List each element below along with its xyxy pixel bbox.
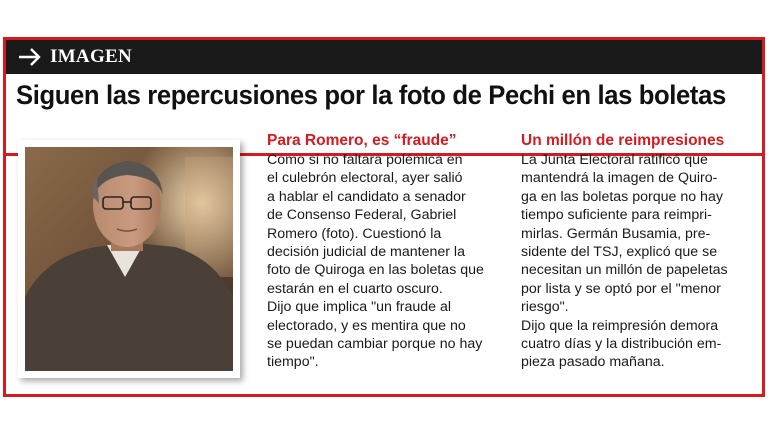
body-line: ga en las boletas porque no hay bbox=[521, 188, 723, 205]
column-reimpresiones bbox=[521, 131, 761, 372]
portrait-photo-frame bbox=[18, 140, 240, 378]
arrow-right-icon bbox=[18, 47, 42, 67]
body-line: La Junta Electoral ratificó que bbox=[521, 152, 708, 168]
body-line: necesitan un millón de papeletas bbox=[521, 262, 728, 279]
column-romero bbox=[267, 131, 507, 372]
body-line: sidente del TSJ, explicó que se bbox=[521, 244, 718, 261]
body-line: tiempo suficiente para reimpri- bbox=[521, 207, 712, 224]
body-line: Como si no faltara polémica en bbox=[267, 152, 463, 168]
body-line: de Consenso Federal, Gabriel bbox=[267, 207, 457, 224]
body-line: Dijo que implica "un fraude al bbox=[267, 299, 452, 316]
body-line: tiempo". bbox=[267, 354, 319, 371]
body-line: electorado, y es mentira que no bbox=[267, 317, 466, 334]
section-label: IMAGEN bbox=[50, 46, 133, 67]
body-line: decisión judicial de mantener la bbox=[267, 244, 465, 261]
body-line: foto de Quiroga en las boletas que bbox=[267, 262, 484, 279]
body-line: mantendrá la imagen de Quiro- bbox=[521, 170, 718, 187]
body-line: por lista y se optó por el "menor bbox=[521, 280, 721, 297]
body-line: riesgo". bbox=[521, 299, 569, 316]
body-line: Romero (foto). Cuestionó la bbox=[267, 225, 442, 242]
portrait-photo-image bbox=[25, 147, 233, 371]
body-line: a hablar el candidato a senador bbox=[267, 188, 466, 205]
portrait-photo bbox=[25, 147, 233, 371]
body-line: el culebrón electoral, ayer salió bbox=[267, 170, 463, 187]
column-title: Para Romero, es “fraude” bbox=[267, 132, 457, 149]
body-line: se puedan cambiar porque no hay bbox=[267, 336, 483, 353]
headline: Siguen las repercusiones por la foto de Pechi en las boletas bbox=[16, 80, 726, 110]
body-line: estarán en el cuarto oscuro. bbox=[267, 280, 443, 297]
body-line: mirlas. Germán Busamia, pre- bbox=[521, 225, 711, 242]
body-line: pieza pasado mañana. bbox=[521, 354, 665, 371]
body-line: Dijo que la reimpresión demora bbox=[521, 317, 719, 334]
body-line: cuatro días y la distribución em- bbox=[521, 336, 722, 353]
section-bar bbox=[6, 40, 762, 74]
column-title: Un millón de reimpresiones bbox=[521, 132, 725, 149]
